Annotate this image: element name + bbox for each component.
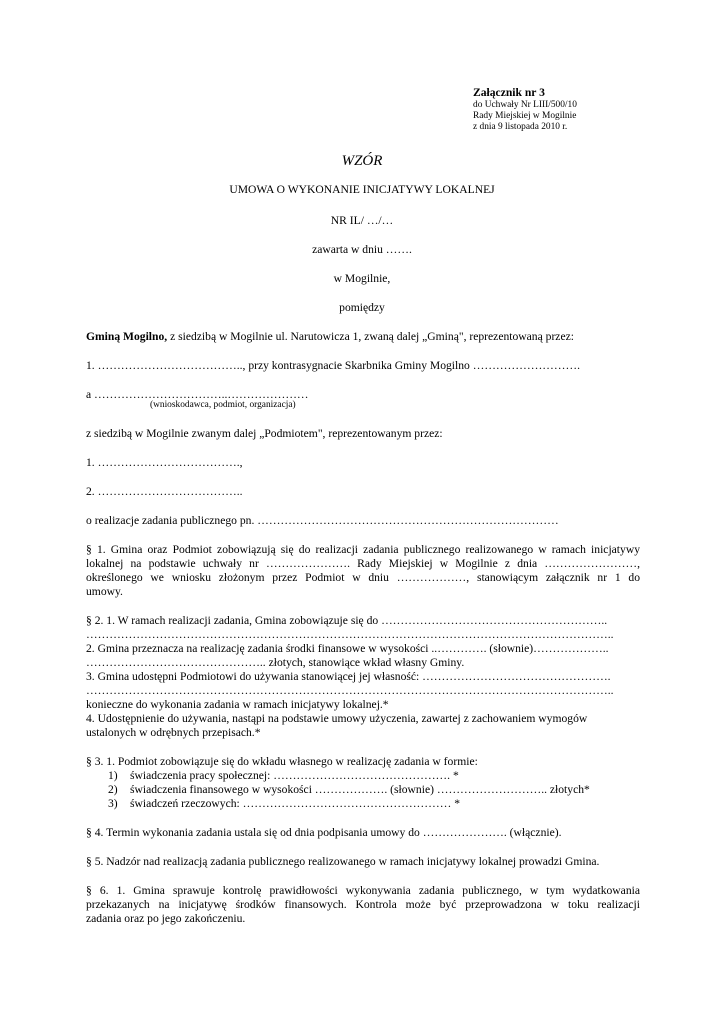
par2-line-9: ustalonych w odrębnych przepisach.* <box>86 726 261 739</box>
par3-intro: § 3. 1. Podmiot zobowiązuje się do wkładu własnego w realizację zadania w formie: <box>86 755 478 768</box>
par6-line-1: § 6. 1. Gmina sprawuje kontrolę prawidłowości wykonywania zadania publicznego, w tym wydatkowania <box>86 884 640 897</box>
par3-item <box>108 797 460 811</box>
par3-item-number: 1) <box>108 769 118 782</box>
par2-line-3: 2. Gmina przeznacza na realizację zadania środki finansowe w wysokości ..…………. (słownie)……………….. <box>86 642 609 655</box>
par2-line-4: ……………………………………….. złotych, stanowiące wkład własny Gminy. <box>86 656 465 669</box>
annex-line-2: Rady Miejskiej w Mogilnie <box>473 111 577 122</box>
gmina-representative-1: 1. ……………………………….., przy kontrasygnacie Skarbnika Gminy Mogilno ………………………. <box>86 359 580 372</box>
par3-item-number: 3) <box>108 797 118 810</box>
gmina-party-line <box>86 330 574 344</box>
par3-item <box>108 769 459 783</box>
par3-item-number: 2) <box>108 783 118 796</box>
par2-line-8: 4. Udostępnienie do używania, nastąpi na podstawie umowy użyczenia, zawartej z zachowaniem wymogów <box>86 712 588 725</box>
par1-line-3: określonego we wniosku złożonym przez Podmiot w dniu ………………, stanowiącym załącznik nr 1 do <box>86 571 640 584</box>
podmiot-representative-1: 1. ………………………………., <box>86 456 243 469</box>
podmiot-name-line: a ……………………………..………………… <box>86 388 309 401</box>
par3-item-text: świadczenia finansowego w wysokości ………………. (słownie) ……………………….. złotych* <box>130 783 590 796</box>
wzor-heading: WZÓR <box>341 153 383 169</box>
par1-line-2: lokalnej na podstawie uchwały nr …………………. Rady Miejskiej w Mogilnie z dnia ……………………, <box>86 557 640 570</box>
contract-place: w Mogilnie, <box>333 272 391 285</box>
par2-line-7: konieczne do wykonania zadania w ramach inicjatywy lokalnej.* <box>86 698 389 711</box>
contract-between: pomiędzy <box>339 301 385 314</box>
par2-line-5: 3. Gmina udostępni Podmiotowi do używania stanowiącej jej własność: …………………………………………. <box>86 670 611 683</box>
podmiot-name-note: (wnioskodawca, podmiot, organizacja) <box>150 400 296 410</box>
annex-title: Załącznik nr 3 <box>473 86 545 99</box>
par3-item-text: świadczeń rzeczowych: ……………………………………………… * <box>130 797 461 810</box>
par5-text: § 5. Nadzór nad realizacją zadania publicznego realizowanego w ramach inicjatywy lokalnej prowadzi Gmina. <box>86 855 600 868</box>
par6-line-3: zadania oraz po jego zakończeniu. <box>86 912 246 925</box>
par2-line-6: ……………………………………………………………………………………………………………………….. <box>86 684 614 697</box>
par6-line-2: przekazanych na inicjatywę środków finansowych. Kontrola może być przeprowadzona w toku realizacji <box>86 898 640 911</box>
task-subject-line: o realizacje zadania publicznego pn. …………………………………………………………………… <box>86 514 559 527</box>
podmiot-representative-2: 2. ……………………………….. <box>86 485 243 498</box>
par2-line-1: § 2. 1. W ramach realizacji zadania, Gmina zobowiązuje się do ………………………………………………….. <box>86 614 608 627</box>
par1-line-4: umowy. <box>86 585 123 598</box>
annex-line-1: do Uchwały Nr LIII/500/10 <box>473 100 577 110</box>
gmina-name: Gminą Mogilno, <box>86 330 168 343</box>
par2-line-2: ……………………………………………………………………………………………………………………….. <box>86 628 614 641</box>
par1-line-1: § 1. Gmina oraz Podmiot zobowiązują się do realizacji zadania publicznego realizowanego w ramach inicjatywy <box>86 543 640 556</box>
par3-item-text: świadczenia pracy społecznej: ………………………………………. * <box>130 769 459 782</box>
podmiot-seat-line: z siedzibą w Mogilnie zwanym dalej „Podmiotem", reprezentowanym przez: <box>86 427 443 440</box>
contract-number: NR IL/ …/… <box>330 214 394 227</box>
gmina-details: z siedzibą w Mogilnie ul. Narutowicza 1, zwaną dalej „Gminą", reprezentowaną przez: <box>167 330 574 343</box>
contract-date-line: zawarta w dniu ……. <box>312 243 412 256</box>
annex-line-3: z dnia 9 listopada 2010 r. <box>473 122 568 133</box>
contract-title: UMOWA O WYKONANIE INICJATYWY LOKALNEJ <box>229 183 495 196</box>
par4-text: § 4. Termin wykonania zadania ustala się od dnia podpisania umowy do …………………. (włącznie). <box>86 826 562 839</box>
par3-item <box>108 783 590 797</box>
annex-block <box>473 86 577 134</box>
